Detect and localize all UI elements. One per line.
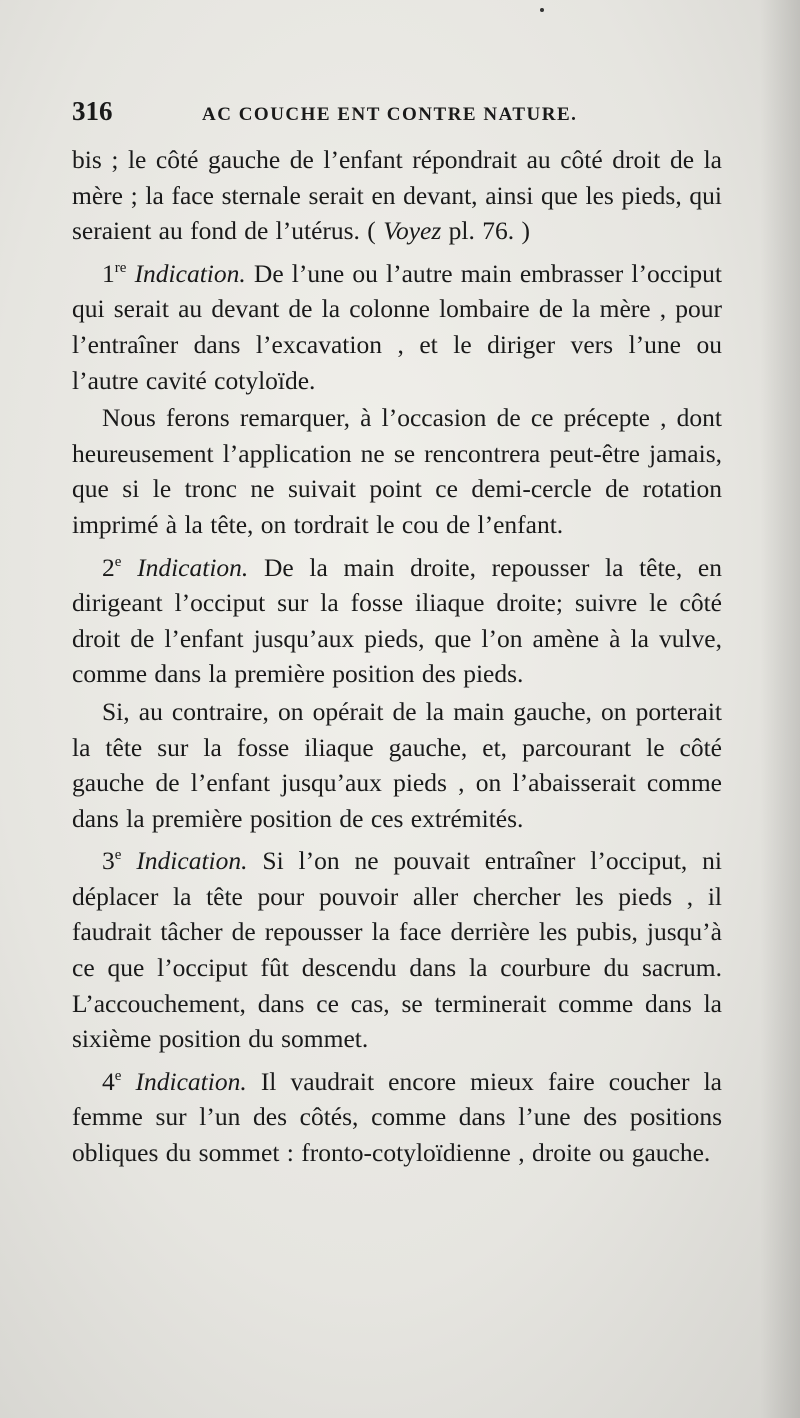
reference-italic: Voyez [383, 216, 442, 246]
page-body [72, 142, 722, 1171]
paragraph-text: Il vaudrait encore mieux faire coucher la femme sur l’un des côtés, comme dans l’une des positions obliques du sommet : fronto-cotyloïdienne , droite ou gauche. [72, 1066, 722, 1168]
paragraph-text: De l’une ou l’autre main embrasser l’occiput qui serait au devant de la colonne lombaire de la mère , pour l’entraîner dans l’excavation , et le diriger vers l’une ou l’autre cavité cotyloïde. [72, 258, 723, 395]
paragraph-remark [72, 400, 722, 542]
paragraph-text: Si, au contraire, on opérait de la main gauche, on porterait la tête sur la fosse iliaque gauche, et, parcourant le côté gauche de l’enfant jusqu’aux pieds , on l’abaisserait comme dans la première position de ces extrémités. [72, 696, 722, 833]
page-header [72, 96, 722, 127]
page-number: 316 [72, 96, 113, 126]
indication-label: Indication. [135, 1066, 247, 1096]
paragraph-text: Si l’on ne pouvait entraîner l’occiput, ni déplacer la tête pour pouvoir aller chercher les pieds , il faudrait tâcher de repousser la face derrière les pubis, jusqu’à ce que l’occiput fût descendu dans la courbure du sacrum. L’accouchement, dans ce cas, se terminerait comme dans la sixième position du sommet. [72, 846, 723, 1054]
paragraph-text: bis ; le côté gauche de l’enfant répondrait au côté droit de la mère ; la face sternale serait en devant, ainsi que les pieds, qui seraient au fond de l’utérus. ( [72, 145, 722, 246]
paragraph-indication-4 [72, 1059, 722, 1171]
paragraph-contrary [72, 694, 722, 836]
indication-ordinal: 4e [102, 1066, 122, 1096]
indication-label: Indication. [137, 552, 249, 582]
paragraph-indication-2 [72, 545, 722, 692]
paragraph-indication-3 [72, 838, 722, 1057]
indication-label: Indication. [136, 846, 248, 876]
indication-ordinal: 2e [102, 552, 122, 582]
indication-ordinal: 1re [102, 258, 127, 288]
ink-speck [540, 8, 544, 12]
indication-ordinal: 3e [102, 846, 122, 876]
paragraph-text: Nous ferons remarquer, à l’occasion de ce précepte , dont heureusement l’application ne se rencontrera peut-être jamais, que si le tronc ne suivait point ce demi-cercle de rotation imprimé à la tête, on tordrait le cou de l’enfant. [72, 403, 722, 539]
paragraph-text: De la main droite, repousser la tête, en dirigeant l’occiput sur la fosse iliaque droite; suivre le côté droit de l’enfant jusqu’aux pieds, que l’on amène à la vulve, comme dans la première position des pieds. [72, 552, 722, 689]
running-head: AC COUCHE ENT CONTRE NATURE. [202, 104, 578, 125]
reference-rest: pl. 76. ) [441, 216, 530, 246]
paragraph-continuation [72, 142, 722, 249]
page-edge-shadow [760, 0, 800, 1418]
indication-label: Indication. [134, 258, 246, 288]
paragraph-indication-1 [72, 251, 722, 398]
